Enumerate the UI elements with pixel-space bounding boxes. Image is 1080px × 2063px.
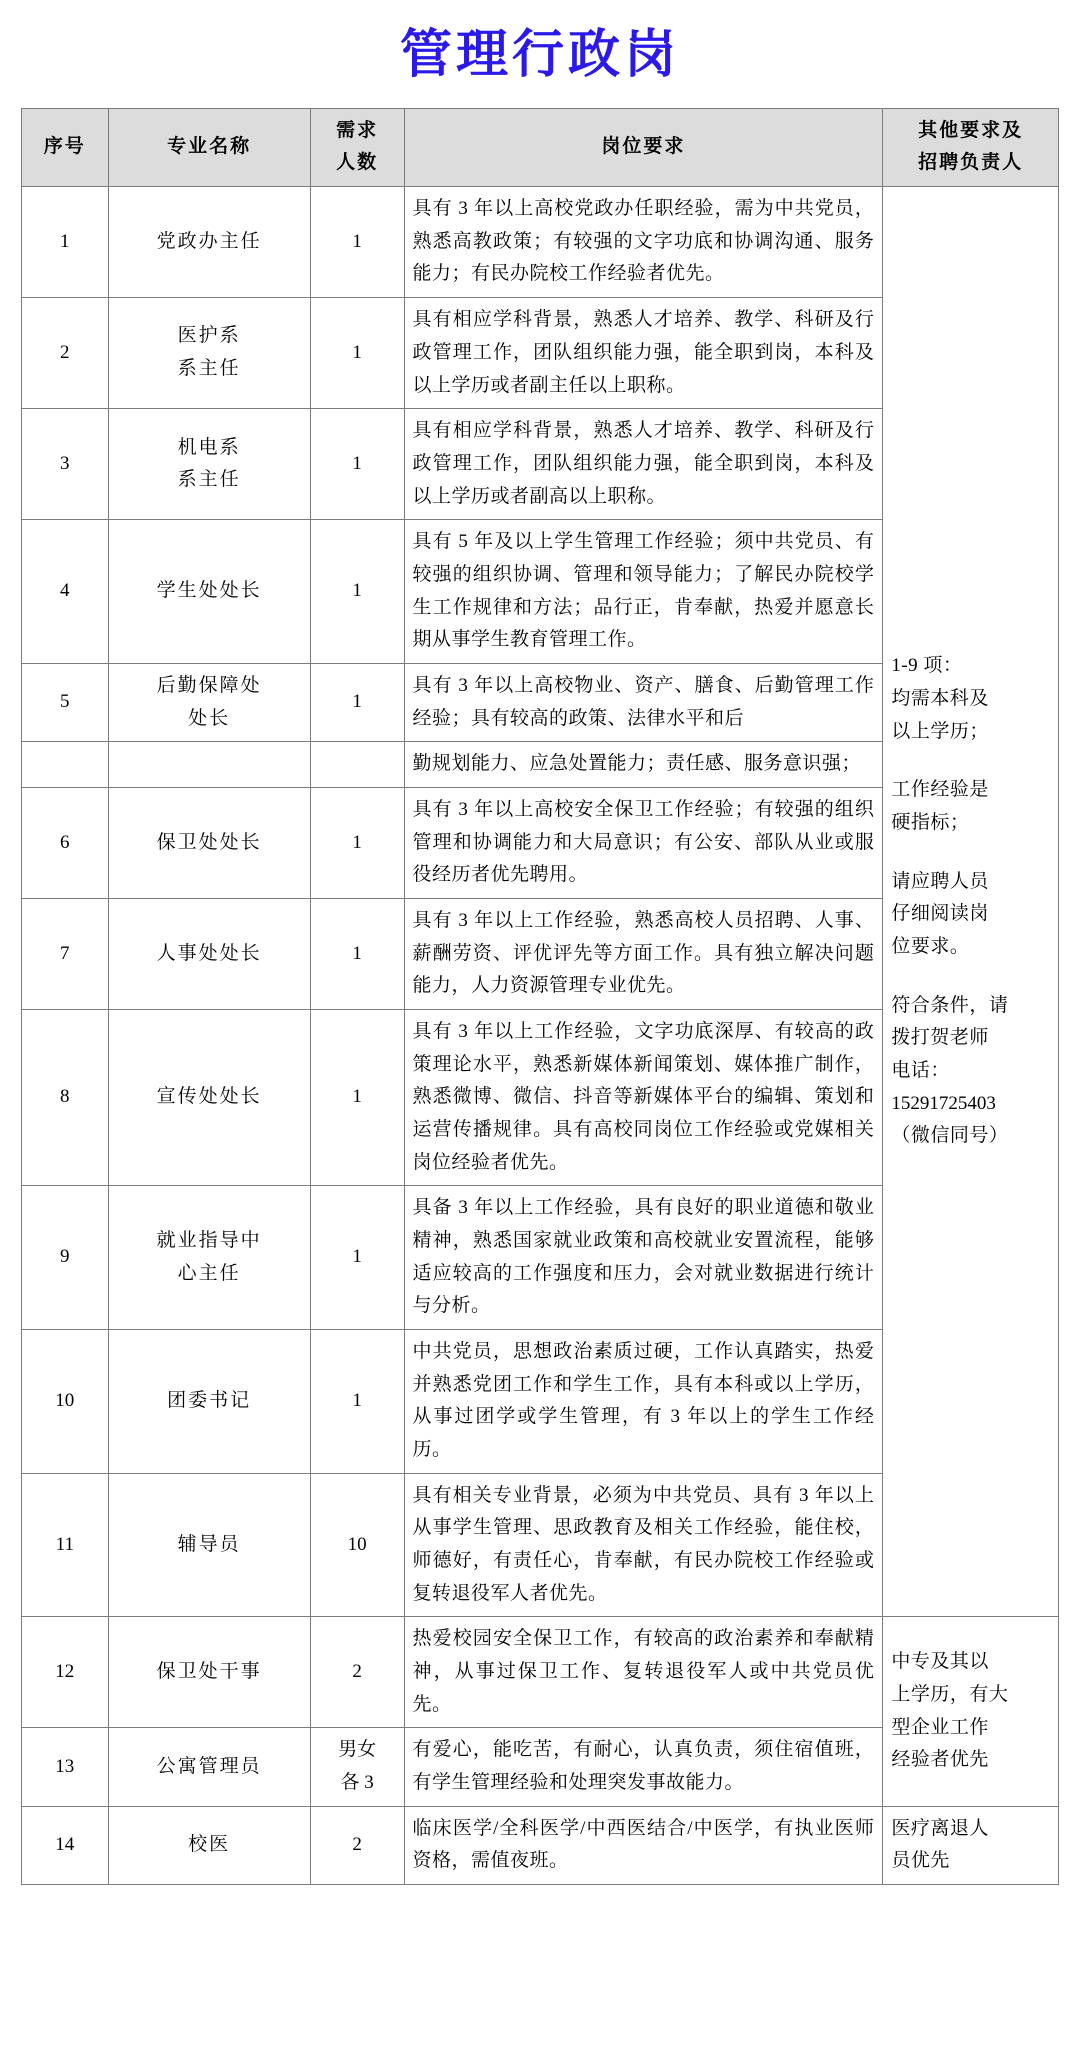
cell-other-requirements	[883, 187, 1059, 1617]
cell-position-name: 保卫处干事	[108, 1617, 310, 1728]
cell-headcount: 1	[310, 663, 404, 741]
cell-headcount: 1	[310, 520, 404, 664]
other-line: 型企业工作	[891, 1716, 989, 1738]
other-line: 经验者优先	[891, 1749, 989, 1771]
cell-position-name	[108, 663, 310, 741]
cell-job-requirement: 具有相应学科背景，熟悉人才培养、教学、科研及行政管理工作，团队组织能力强，能全职到岗，本科及以上学历或者副主任以上职称。	[404, 298, 883, 409]
cell-position-name-line1: 就业指导中	[156, 1229, 262, 1251]
cell-headcount: 1	[310, 787, 404, 898]
cell-no: 9	[22, 1186, 109, 1330]
column-header-other	[883, 108, 1059, 186]
cell-headcount-line2: 各 3	[340, 1772, 374, 1794]
cell-headcount: 2	[310, 1806, 404, 1884]
recruitment-table	[21, 108, 1059, 1885]
other-line: 工作经验是	[891, 779, 989, 801]
cell-job-requirement: 具有 3 年以上高校物业、资产、膳食、后勤管理工作经验；具有较高的政策、法律水平和后	[404, 663, 883, 741]
cell-no: 2	[22, 298, 109, 409]
cell-position-name-line1: 后勤保障处	[156, 674, 262, 696]
cell-job-requirement: 具有 5 年及以上学生管理工作经验；须中共党员、有较强的组织协调、管理和领导能力；了解民办院校学生工作规律和方法；品行正，肯奉献，热爱并愿意长期从事学生教育管理工作。	[404, 520, 883, 664]
cell-no: 7	[22, 898, 109, 1009]
cell-no: 4	[22, 520, 109, 664]
table-row	[22, 1806, 1059, 1884]
cell-job-requirement: 临床医学/全科医学/中西医结合/中医学，有执业医师资格，需值夜班。	[404, 1806, 883, 1884]
other-line: 拨打贺老师	[891, 1027, 989, 1049]
cell-job-requirement: 勤规划能力、应急处置能力；责任感、服务意识强；	[404, 742, 883, 788]
page-title: 管理行政岗	[399, 26, 680, 84]
header-row	[22, 108, 1059, 186]
column-header-requirement: 岗位要求	[404, 108, 883, 186]
cell-job-requirement: 具有相关专业背景，必须为中共党员、具有 3 年以上从事学生管理、思政教育及相关工作经验，能住校，师德好，有责任心，肯奉献，有民办院校工作经验或复转退役军人者优先。	[404, 1473, 883, 1617]
cell-headcount	[310, 742, 404, 788]
column-header-count	[310, 108, 404, 186]
cell-position-name-line1: 机电系	[177, 436, 241, 458]
table-row	[22, 1617, 1059, 1728]
cell-position-name	[108, 1186, 310, 1330]
cell-position-name	[108, 409, 310, 520]
cell-no: 3	[22, 409, 109, 520]
cell-position-name	[108, 298, 310, 409]
cell-other-requirements	[883, 1806, 1059, 1884]
cell-position-name-line2: 系主任	[177, 469, 241, 491]
cell-headcount: 10	[310, 1473, 404, 1617]
other-line: 仔细阅读岗	[891, 903, 989, 925]
column-header-other-line2: 招聘负责人	[918, 152, 1024, 174]
other-spacer	[891, 964, 1050, 990]
cell-position-name-line2: 系主任	[177, 358, 241, 380]
cell-headcount: 1	[310, 298, 404, 409]
cell-job-requirement: 中共党员，思想政治素质过硬，工作认真踏实，热爱并熟悉党团工作和学生工作，具有本科或以上学历，从事过团学或学生管理，有 3 年以上的学生工作经历。	[404, 1329, 883, 1473]
cell-headcount: 1	[310, 1009, 404, 1185]
other-line: 位要求。	[891, 936, 970, 958]
cell-job-requirement: 具备 3 年以上工作经验，具有良好的职业道德和敬业精神，熟悉国家就业政策和高校就业安置流程，能够适应较高的工作强度和压力，会对就业数据进行统计与分析。	[404, 1186, 883, 1330]
table-header	[22, 108, 1059, 186]
cell-position-name: 校医	[108, 1806, 310, 1884]
other-line: 15291725403	[891, 1092, 996, 1114]
other-line: 以上学历；	[891, 720, 989, 742]
other-line: 电话：	[891, 1060, 950, 1082]
cell-job-requirement: 具有 3 年以上工作经验，熟悉高校人员招聘、人事、薪酬劳资、评优评先等方面工作。具有独立解决问题能力，人力资源管理专业优先。	[404, 898, 883, 1009]
table-body	[22, 187, 1059, 1885]
column-header-other-line1: 其他要求及	[918, 119, 1024, 141]
other-line: 上学历，有大	[891, 1683, 1009, 1705]
cell-job-requirement: 有爱心，能吃苦，有耐心，认真负责，须住宿值班，有学生管理经验和处理突发事故能力。	[404, 1728, 883, 1806]
cell-headcount: 2	[310, 1617, 404, 1728]
cell-position-name: 保卫处处长	[108, 787, 310, 898]
other-line: （微信同号）	[891, 1125, 1009, 1147]
cell-position-name-line2: 处长	[188, 707, 231, 729]
cell-position-name: 团委书记	[108, 1329, 310, 1473]
column-header-no: 序号	[22, 108, 109, 186]
cell-headcount: 1	[310, 1186, 404, 1330]
cell-headcount: 1	[310, 409, 404, 520]
cell-position-name: 党政办主任	[108, 187, 310, 298]
cell-no: 13	[22, 1728, 109, 1806]
cell-position-name: 辅导员	[108, 1473, 310, 1617]
cell-job-requirement: 热爱校园安全保卫工作，有较高的政治素养和奉献精神，从事过保卫工作、复转退役军人或中共党员优先。	[404, 1617, 883, 1728]
cell-headcount	[310, 1728, 404, 1806]
other-line: 中专及其以	[891, 1651, 989, 1673]
column-header-name: 专业名称	[108, 108, 310, 186]
column-header-count-line2: 人数	[336, 152, 379, 174]
cell-job-requirement: 具有 3 年以上工作经验，文字功底深厚、有较高的政策理论水平，熟悉新媒体新闻策划、媒体推广制作，熟悉微博、微信、抖音等新媒体平台的编辑、策划和运营传播规律。具有高校同岗位工作经验或党媒相关岗位经验者优先。	[404, 1009, 883, 1185]
cell-no: 11	[22, 1473, 109, 1617]
table-row	[22, 187, 1059, 298]
cell-position-name: 公寓管理员	[108, 1728, 310, 1806]
other-line: 医疗离退人	[891, 1817, 989, 1839]
cell-no: 6	[22, 787, 109, 898]
cell-no: 1	[22, 187, 109, 298]
cell-job-requirement: 具有 3 年以上高校党政办任职经验，需为中共党员，熟悉高教政策；有较强的文字功底和协调沟通、服务能力；有民办院校工作经验者优先。	[404, 187, 883, 298]
cell-no: 12	[22, 1617, 109, 1728]
cell-no: 14	[22, 1806, 109, 1884]
other-spacer	[891, 840, 1050, 866]
cell-job-requirement: 具有相应学科背景，熟悉人才培养、教学、科研及行政管理工作，团队组织能力强，能全职到岗，本科及以上学历或者副高以上职称。	[404, 409, 883, 520]
other-line: 符合条件，请	[891, 994, 1009, 1016]
other-line: 1-9 项：	[891, 655, 963, 677]
other-line: 均需本科及	[891, 688, 989, 710]
cell-no: 10	[22, 1329, 109, 1473]
cell-position-name: 人事处处长	[108, 898, 310, 1009]
cell-position-name: 学生处处长	[108, 520, 310, 664]
other-spacer	[891, 748, 1050, 774]
cell-job-requirement: 具有 3 年以上高校安全保卫工作经验；有较强的组织管理和协调能力和大局意识；有公安、部队从业或服役经历者优先聘用。	[404, 787, 883, 898]
cell-position-name: 宣传处处长	[108, 1009, 310, 1185]
other-line: 请应聘人员	[891, 870, 989, 892]
cell-headcount-line1: 男女	[338, 1739, 377, 1761]
cell-no: 8	[22, 1009, 109, 1185]
cell-headcount: 1	[310, 1329, 404, 1473]
cell-position-name-line1: 医护系	[177, 325, 241, 347]
other-line: 硬指标；	[891, 812, 970, 834]
cell-position-name	[108, 742, 310, 788]
other-line: 员优先	[891, 1850, 950, 1872]
cell-position-name-line2: 心主任	[177, 1262, 241, 1284]
cell-no: 5	[22, 663, 109, 741]
cell-headcount: 1	[310, 898, 404, 1009]
cell-headcount: 1	[310, 187, 404, 298]
column-header-count-line1: 需求	[336, 119, 379, 141]
cell-no	[22, 742, 109, 788]
cell-other-requirements	[883, 1617, 1059, 1806]
